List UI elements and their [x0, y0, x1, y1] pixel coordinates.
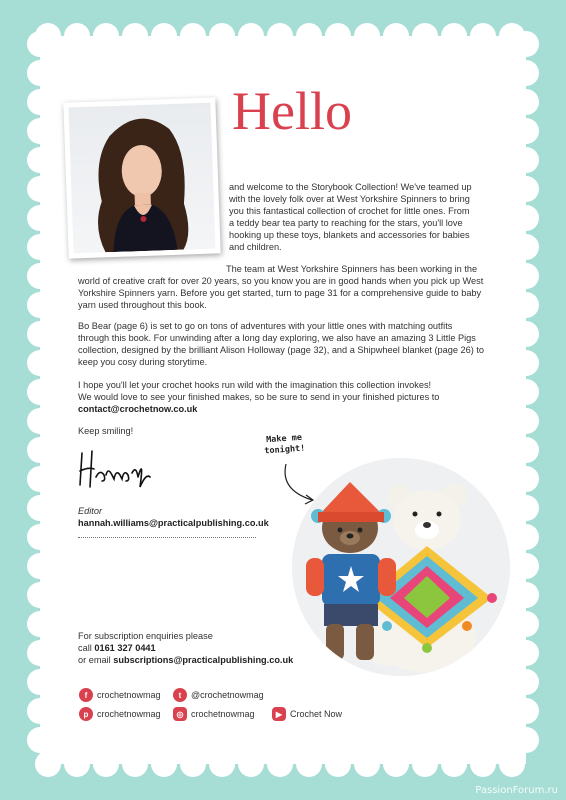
- border-scallop: [441, 751, 467, 777]
- border-scallop: [513, 408, 539, 434]
- para3-line-3: collection, designed by the brilliant Alison Holloway (page 32), and a Shipwheel blanket (page 26) to: [78, 345, 485, 355]
- para2-line-3: Yorkshire Spinners yarn. Before you get started, turn to page 31 for a comprehensive guide to baby: [78, 288, 482, 298]
- border-scallop: [513, 31, 539, 57]
- intro-line-1: and welcome to the Storybook Collection! We've teamed up: [229, 182, 472, 192]
- intro-line-6: and children.: [229, 242, 282, 252]
- social-pinterest[interactable]: [79, 707, 161, 721]
- border-scallop: [27, 234, 53, 260]
- border-scallop: [354, 751, 380, 777]
- instagram-icon: ◎: [173, 707, 187, 721]
- border-scallop: [513, 437, 539, 463]
- border-scallop: [27, 176, 53, 202]
- social-youtube[interactable]: [272, 707, 342, 721]
- callout-line-1: Make me: [265, 432, 303, 446]
- editor-photo: [63, 97, 220, 258]
- border-scallop: [151, 751, 177, 777]
- border-scallop: [35, 751, 61, 777]
- border-scallop: [27, 611, 53, 637]
- intro-line-3: you this fantastical collection of crochet for little ones. From: [229, 206, 470, 216]
- border-scallop: [513, 118, 539, 144]
- border-scallop: [470, 751, 496, 777]
- border-scallop: [513, 466, 539, 492]
- instagram-handle: crochetnowmag: [191, 709, 255, 719]
- border-scallop: [64, 751, 90, 777]
- border-scallop: [27, 379, 53, 405]
- border-scallop: [27, 437, 53, 463]
- border-scallop: [64, 23, 90, 49]
- border-scallop: [27, 321, 53, 347]
- border-scallop: [27, 727, 53, 753]
- border-scallop: [513, 147, 539, 173]
- border-scallop: [27, 408, 53, 434]
- intro-line-2: with the lovely folk over at West Yorkshire Spinners to bring: [229, 194, 470, 204]
- pinterest-icon: p: [79, 707, 93, 721]
- twitter-handle: @crochetnowmag: [191, 690, 264, 700]
- border-scallop: [27, 495, 53, 521]
- border-scallop: [513, 234, 539, 260]
- border-scallop: [513, 292, 539, 318]
- border-scallop: [27, 118, 53, 144]
- border-scallop: [296, 751, 322, 777]
- border-scallop: [296, 23, 322, 49]
- social-instagram[interactable]: [173, 707, 255, 721]
- border-scallop: [238, 23, 264, 49]
- border-scallop: [513, 553, 539, 579]
- border-scallop: [27, 350, 53, 376]
- para3-line-1: Bo Bear (page 6) is set to go on tons of adventures with your little ones with matching outfits: [78, 321, 453, 331]
- contact-email-link[interactable]: contact@crochetnow.co.uk: [78, 404, 198, 414]
- border-scallop: [325, 751, 351, 777]
- border-scallop: [470, 23, 496, 49]
- border-scallop: [209, 23, 235, 49]
- intro-line-4: a teddy bear tea party to reaching for the stars, you'll love: [229, 218, 463, 228]
- border-scallop: [354, 23, 380, 49]
- border-scallop: [513, 350, 539, 376]
- social-twitter[interactable]: [173, 688, 264, 702]
- toys-photo: [292, 458, 510, 676]
- border-scallop: [27, 31, 53, 57]
- facebook-icon: f: [79, 688, 93, 702]
- email-prefix: or email: [78, 655, 114, 665]
- border-scallop: [151, 23, 177, 49]
- border-scallop: [383, 751, 409, 777]
- border-scallop: [27, 669, 53, 695]
- border-scallop: [499, 751, 525, 777]
- border-scallop: [27, 60, 53, 86]
- para3-line-2: through this book. For unwinding after a long day exploring, we also have an amazing 3 Little Pigs: [78, 333, 476, 343]
- border-scallop: [441, 23, 467, 49]
- dotted-divider: [78, 537, 256, 538]
- para2-line-1: The team at West Yorkshire Spinners has been working in the: [226, 264, 478, 274]
- youtube-icon: ▶: [272, 707, 286, 721]
- border-scallop: [93, 751, 119, 777]
- border-scallop: [383, 23, 409, 49]
- border-scallop: [27, 524, 53, 550]
- para3-line-4: keep you cosy during storytime.: [78, 357, 208, 367]
- border-scallop: [93, 23, 119, 49]
- border-scallop: [27, 263, 53, 289]
- border-scallop: [513, 524, 539, 550]
- signature: [74, 443, 154, 493]
- border-scallop: [238, 751, 264, 777]
- border-scallop: [513, 727, 539, 753]
- border-scallop: [209, 751, 235, 777]
- subscription-line-1: For subscription enquiries please: [78, 631, 213, 641]
- keep-smiling: Keep smiling!: [78, 426, 134, 436]
- border-scallop: [513, 640, 539, 666]
- border-scallop: [27, 640, 53, 666]
- border-scallop: [513, 698, 539, 724]
- border-scallop: [267, 23, 293, 49]
- border-scallop: [27, 89, 53, 115]
- border-scallop: [513, 176, 539, 202]
- border-scallop: [27, 553, 53, 579]
- para2-line-4: yarn used throughout this book.: [78, 300, 207, 310]
- para4-line-2: We would love to see your finished makes, so be sure to send in your finished pictures to: [78, 392, 440, 402]
- border-scallop: [27, 466, 53, 492]
- border-scallop: [513, 89, 539, 115]
- intro-line-5: hooking up these toys, blankets and accessories for babies: [229, 230, 470, 240]
- border-scallop: [412, 23, 438, 49]
- border-scallop: [412, 751, 438, 777]
- facebook-handle: crochetnowmag: [97, 690, 161, 700]
- border-scallop: [267, 751, 293, 777]
- social-facebook[interactable]: [79, 688, 161, 702]
- border-scallop: [513, 495, 539, 521]
- para2-line-2: world of creative craft for over 20 years, so you know you are in good hands when you pick up West: [78, 276, 484, 286]
- border-scallop: [27, 698, 53, 724]
- border-scallop: [513, 379, 539, 405]
- border-scallop: [325, 23, 351, 49]
- border-scallop: [513, 60, 539, 86]
- border-scallop: [513, 582, 539, 608]
- para4-line-1: I hope you'll let your crochet hooks run wild with the imagination this collection invokes!: [78, 380, 432, 390]
- border-scallop: [27, 205, 53, 231]
- border-scallop: [513, 321, 539, 347]
- callout-line-2: tonight!: [264, 443, 306, 457]
- border-scallop: [122, 23, 148, 49]
- border-scallop: [180, 23, 206, 49]
- border-scallop: [513, 669, 539, 695]
- editor-role: Editor: [78, 506, 103, 516]
- border-scallop: [122, 751, 148, 777]
- border-scallop: [513, 611, 539, 637]
- call-prefix: call: [78, 643, 95, 653]
- pinterest-handle: crochetnowmag: [97, 709, 161, 719]
- border-scallop: [513, 263, 539, 289]
- youtube-channel: Crochet Now: [290, 709, 343, 719]
- subscription-phone[interactable]: 0161 327 0441: [94, 643, 156, 653]
- border-scallop: [180, 751, 206, 777]
- page-title: Hello: [232, 81, 352, 141]
- border-scallop: [27, 147, 53, 173]
- subscription-email-link[interactable]: subscriptions@practicalpublishing.co.uk: [113, 655, 294, 665]
- twitter-icon: t: [173, 688, 187, 702]
- border-scallop: [27, 582, 53, 608]
- editor-email-link[interactable]: hannah.williams@practicalpublishing.co.uk: [78, 518, 269, 528]
- border-scallop: [513, 205, 539, 231]
- watermark: PassionForum.ru: [475, 785, 558, 796]
- make-me-tonight-callout: [263, 433, 305, 458]
- border-scallop: [27, 292, 53, 318]
